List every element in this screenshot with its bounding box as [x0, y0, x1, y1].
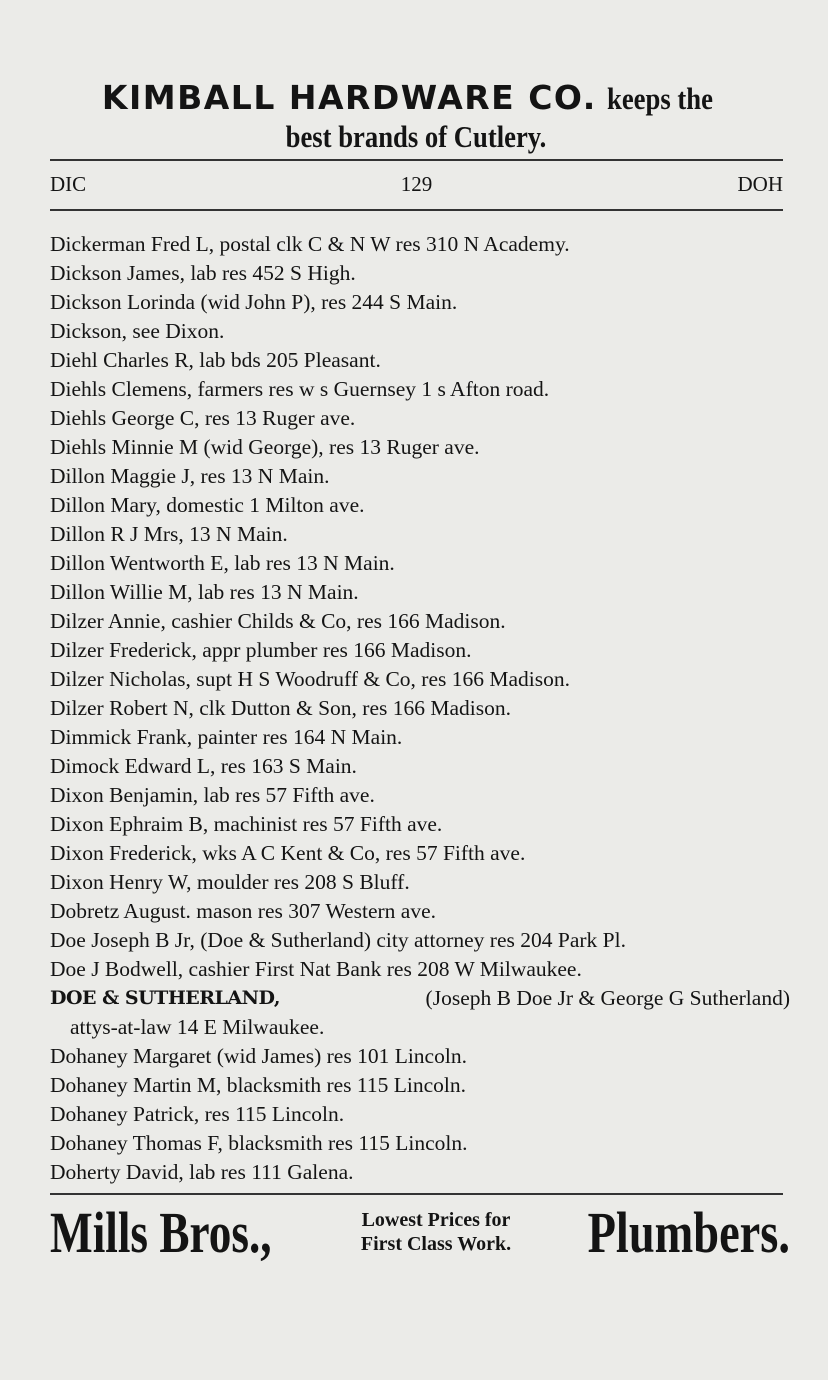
footer-rule: [50, 1193, 783, 1195]
bottom-ad-slogan-line-2: First Class Work.: [360, 1233, 512, 1255]
directory-entry: Dimmick Frank, painter res 164 N Main.: [50, 725, 403, 749]
bottom-ad-trade: Plumbers.: [587, 1200, 790, 1265]
firm-name: DOE & SUTHERLAND,: [50, 987, 280, 1009]
ad-brand: KIMBALL HARDWARE CO.: [101, 78, 597, 117]
directory-entry: Dohaney Patrick, res 115 Lincoln.: [50, 1102, 345, 1126]
running-head-left: DIC: [50, 172, 87, 196]
directory-entry: Dobretz August. mason res 307 Western ave.: [50, 899, 436, 923]
directory-entry: Diehls Minnie M (wid George), res 13 Ruger ave.: [50, 435, 480, 459]
directory-entry: Dillon Mary, domestic 1 Milton ave.: [50, 493, 365, 517]
directory-entry: Dillon R J Mrs, 13 N Main.: [50, 522, 288, 546]
directory-entry: Dickson James, lab res 452 S High.: [50, 261, 356, 285]
bottom-ad-name: Mills Bros.,: [50, 1200, 272, 1265]
ad-tagline-1: keeps the: [606, 81, 713, 116]
directory-entry: Dilzer Nicholas, supt H S Woodruff & Co, res 166 Madison.: [50, 667, 570, 691]
directory-entries: [50, 230, 790, 1187]
directory-entry: Dillon Wentworth E, lab res 13 N Main.: [50, 551, 395, 575]
running-head-right: DOH: [737, 172, 783, 196]
directory-entry: Diehls George C, res 13 Ruger ave.: [50, 406, 356, 430]
directory-entry: Dickerman Fred L, postal clk C & N W res 310 N Academy.: [50, 232, 570, 256]
directory-entry: Doe Joseph B Jr, (Doe & Sutherland) city attorney res 204 Park Pl.: [50, 928, 626, 952]
firm-entry: [50, 984, 790, 1013]
firm-entry-continuation: attys-at-law 14 E Milwaukee.: [70, 1015, 325, 1039]
bottom-ad-slogan: [336, 1208, 536, 1256]
directory-entry: Dickson Lorinda (wid John P), res 244 S Main.: [50, 290, 458, 314]
directory-entry: Dixon Henry W, moulder res 208 S Bluff.: [50, 870, 410, 894]
firm-detail: (Joseph B Doe Jr & George G Sutherland): [425, 986, 790, 1010]
directory-entry: Dillon Maggie J, res 13 N Main.: [50, 464, 330, 488]
top-rule: [50, 159, 783, 161]
directory-entry: Dilzer Robert N, clk Dutton & Son, res 166 Madison.: [50, 696, 512, 720]
directory-entry: Dohaney Thomas F, blacksmith res 115 Lincoln.: [50, 1131, 468, 1155]
directory-entry: Dillon Willie M, lab res 13 N Main.: [50, 580, 359, 604]
directory-entry: Diehl Charles R, lab bds 205 Pleasant.: [50, 348, 381, 372]
bottom-ad-slogan-line-1: Lowest Prices for: [361, 1209, 511, 1231]
running-head: [50, 172, 783, 198]
directory-entry: Dixon Ephraim B, machinist res 57 Fifth ave.: [50, 812, 443, 836]
directory-entry: Dohaney Margaret (wid James) res 101 Lincoln.: [50, 1044, 467, 1068]
directory-entry: Dilzer Annie, cashier Childs & Co, res 166 Madison.: [50, 609, 506, 633]
header-rule: [50, 209, 783, 211]
directory-entry: Doherty David, lab res 111 Galena.: [50, 1160, 354, 1184]
directory-entry: Dixon Frederick, wks A C Kent & Co, res 57 Fifth ave.: [50, 841, 526, 865]
page-number: 129: [400, 172, 433, 196]
bottom-advertisement: [50, 1200, 790, 1270]
directory-entry: Dickson, see Dixon.: [50, 319, 225, 343]
directory-entry: Dilzer Frederick, appr plumber res 166 Madison.: [50, 638, 472, 662]
ad-tagline-2: best brands of Cutlery.: [285, 119, 547, 154]
directory-entry: Diehls Clemens, farmers res w s Guernsey 1 s Afton road.: [50, 377, 550, 401]
directory-entry: Doe J Bodwell, cashier First Nat Bank res 208 W Milwaukee.: [50, 957, 582, 981]
directory-entry: Dimock Edward L, res 163 S Main.: [50, 754, 357, 778]
top-advertisement: [50, 78, 782, 155]
directory-entry: Dohaney Martin M, blacksmith res 115 Lincoln.: [50, 1073, 466, 1097]
directory-entry: Dixon Benjamin, lab res 57 Fifth ave.: [50, 783, 375, 807]
